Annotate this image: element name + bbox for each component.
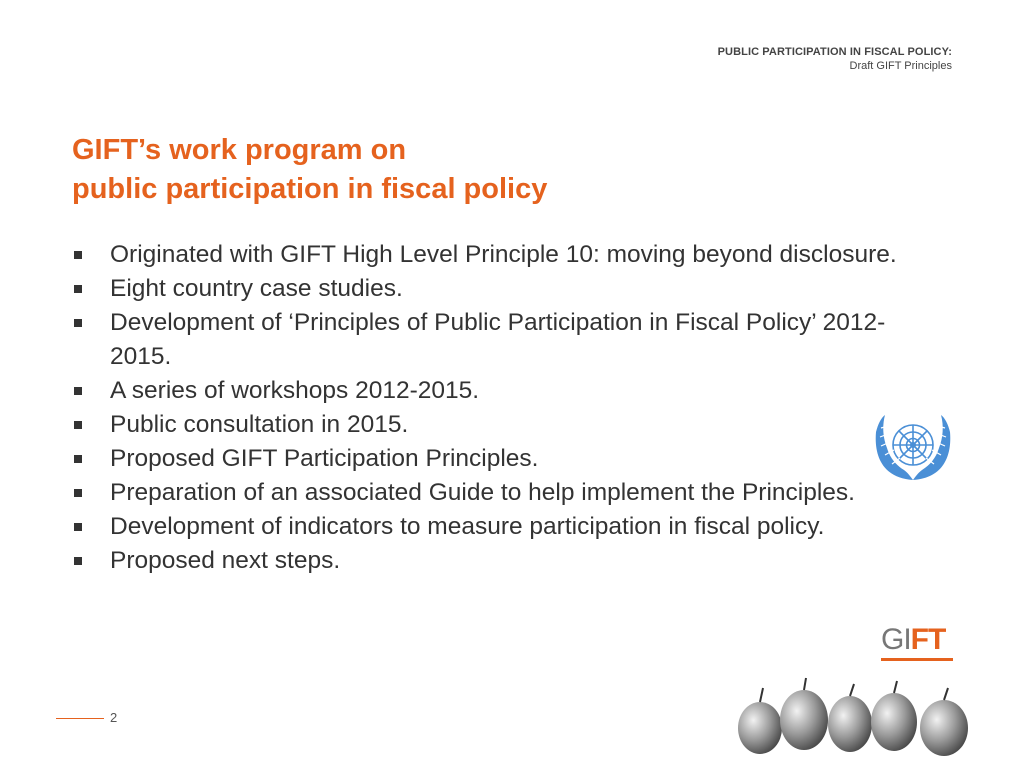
bullet-item xyxy=(72,544,902,578)
square-bullet-icon xyxy=(74,251,82,259)
slide-title-line-1: GIFT’s work program on xyxy=(72,134,407,166)
bullet-text: Development of indicators to measure participation in fiscal policy. xyxy=(110,513,825,540)
apple-icon xyxy=(780,678,828,750)
bullet-text: A series of workshops 2012-2015. xyxy=(110,377,480,404)
bullet-item xyxy=(72,306,902,374)
square-bullet-icon xyxy=(74,421,82,429)
slide-title-line-2: public participation in fiscal policy xyxy=(72,173,548,205)
page-number: 2 xyxy=(110,710,118,725)
bullet-item xyxy=(72,476,902,510)
square-bullet-icon xyxy=(74,285,82,293)
square-bullet-icon xyxy=(74,319,82,327)
gift-logo-ft: FT xyxy=(910,623,946,656)
bullet-item xyxy=(72,272,902,306)
slide-title xyxy=(72,131,547,209)
square-bullet-icon xyxy=(74,455,82,463)
apple-icon xyxy=(828,684,872,752)
bullet-text: Eight country case studies. xyxy=(110,275,403,302)
bullet-text: Development of ‘Principles of Public Participation in Fiscal Policy’ 2012-2015. xyxy=(110,309,886,370)
bullet-item xyxy=(72,510,902,544)
square-bullet-icon xyxy=(74,523,82,531)
united-nations-emblem-icon xyxy=(872,410,954,484)
bullet-text: Proposed next steps. xyxy=(110,547,341,574)
apples-illustration xyxy=(736,666,972,766)
bullet-item xyxy=(72,374,902,408)
footer-divider xyxy=(56,718,104,719)
gift-logo-underline xyxy=(881,658,953,661)
square-bullet-icon xyxy=(74,387,82,395)
gift-logo-gi: GI xyxy=(881,623,911,656)
apple-icon xyxy=(920,688,968,756)
bullet-text: Public consultation in 2015. xyxy=(110,411,409,438)
bullet-item xyxy=(72,442,902,476)
apple-icon xyxy=(738,688,782,754)
square-bullet-icon xyxy=(74,557,82,565)
bullet-item xyxy=(72,238,902,272)
bullet-item xyxy=(72,408,902,442)
header-title: PUBLIC PARTICIPATION IN FISCAL POLICY: xyxy=(717,46,952,58)
bullet-list xyxy=(72,238,902,578)
bullet-text: Proposed GIFT Participation Principles. xyxy=(110,445,539,472)
bullet-text: Originated with GIFT High Level Principle 10: moving beyond disclosure. xyxy=(110,241,897,268)
header-subtitle: Draft GIFT Principles xyxy=(849,60,952,72)
gift-logo xyxy=(881,624,945,656)
bullet-text: Preparation of an associated Guide to help implement the Principles. xyxy=(110,479,855,506)
header xyxy=(718,46,952,72)
apple-icon xyxy=(871,681,917,751)
square-bullet-icon xyxy=(74,489,82,497)
